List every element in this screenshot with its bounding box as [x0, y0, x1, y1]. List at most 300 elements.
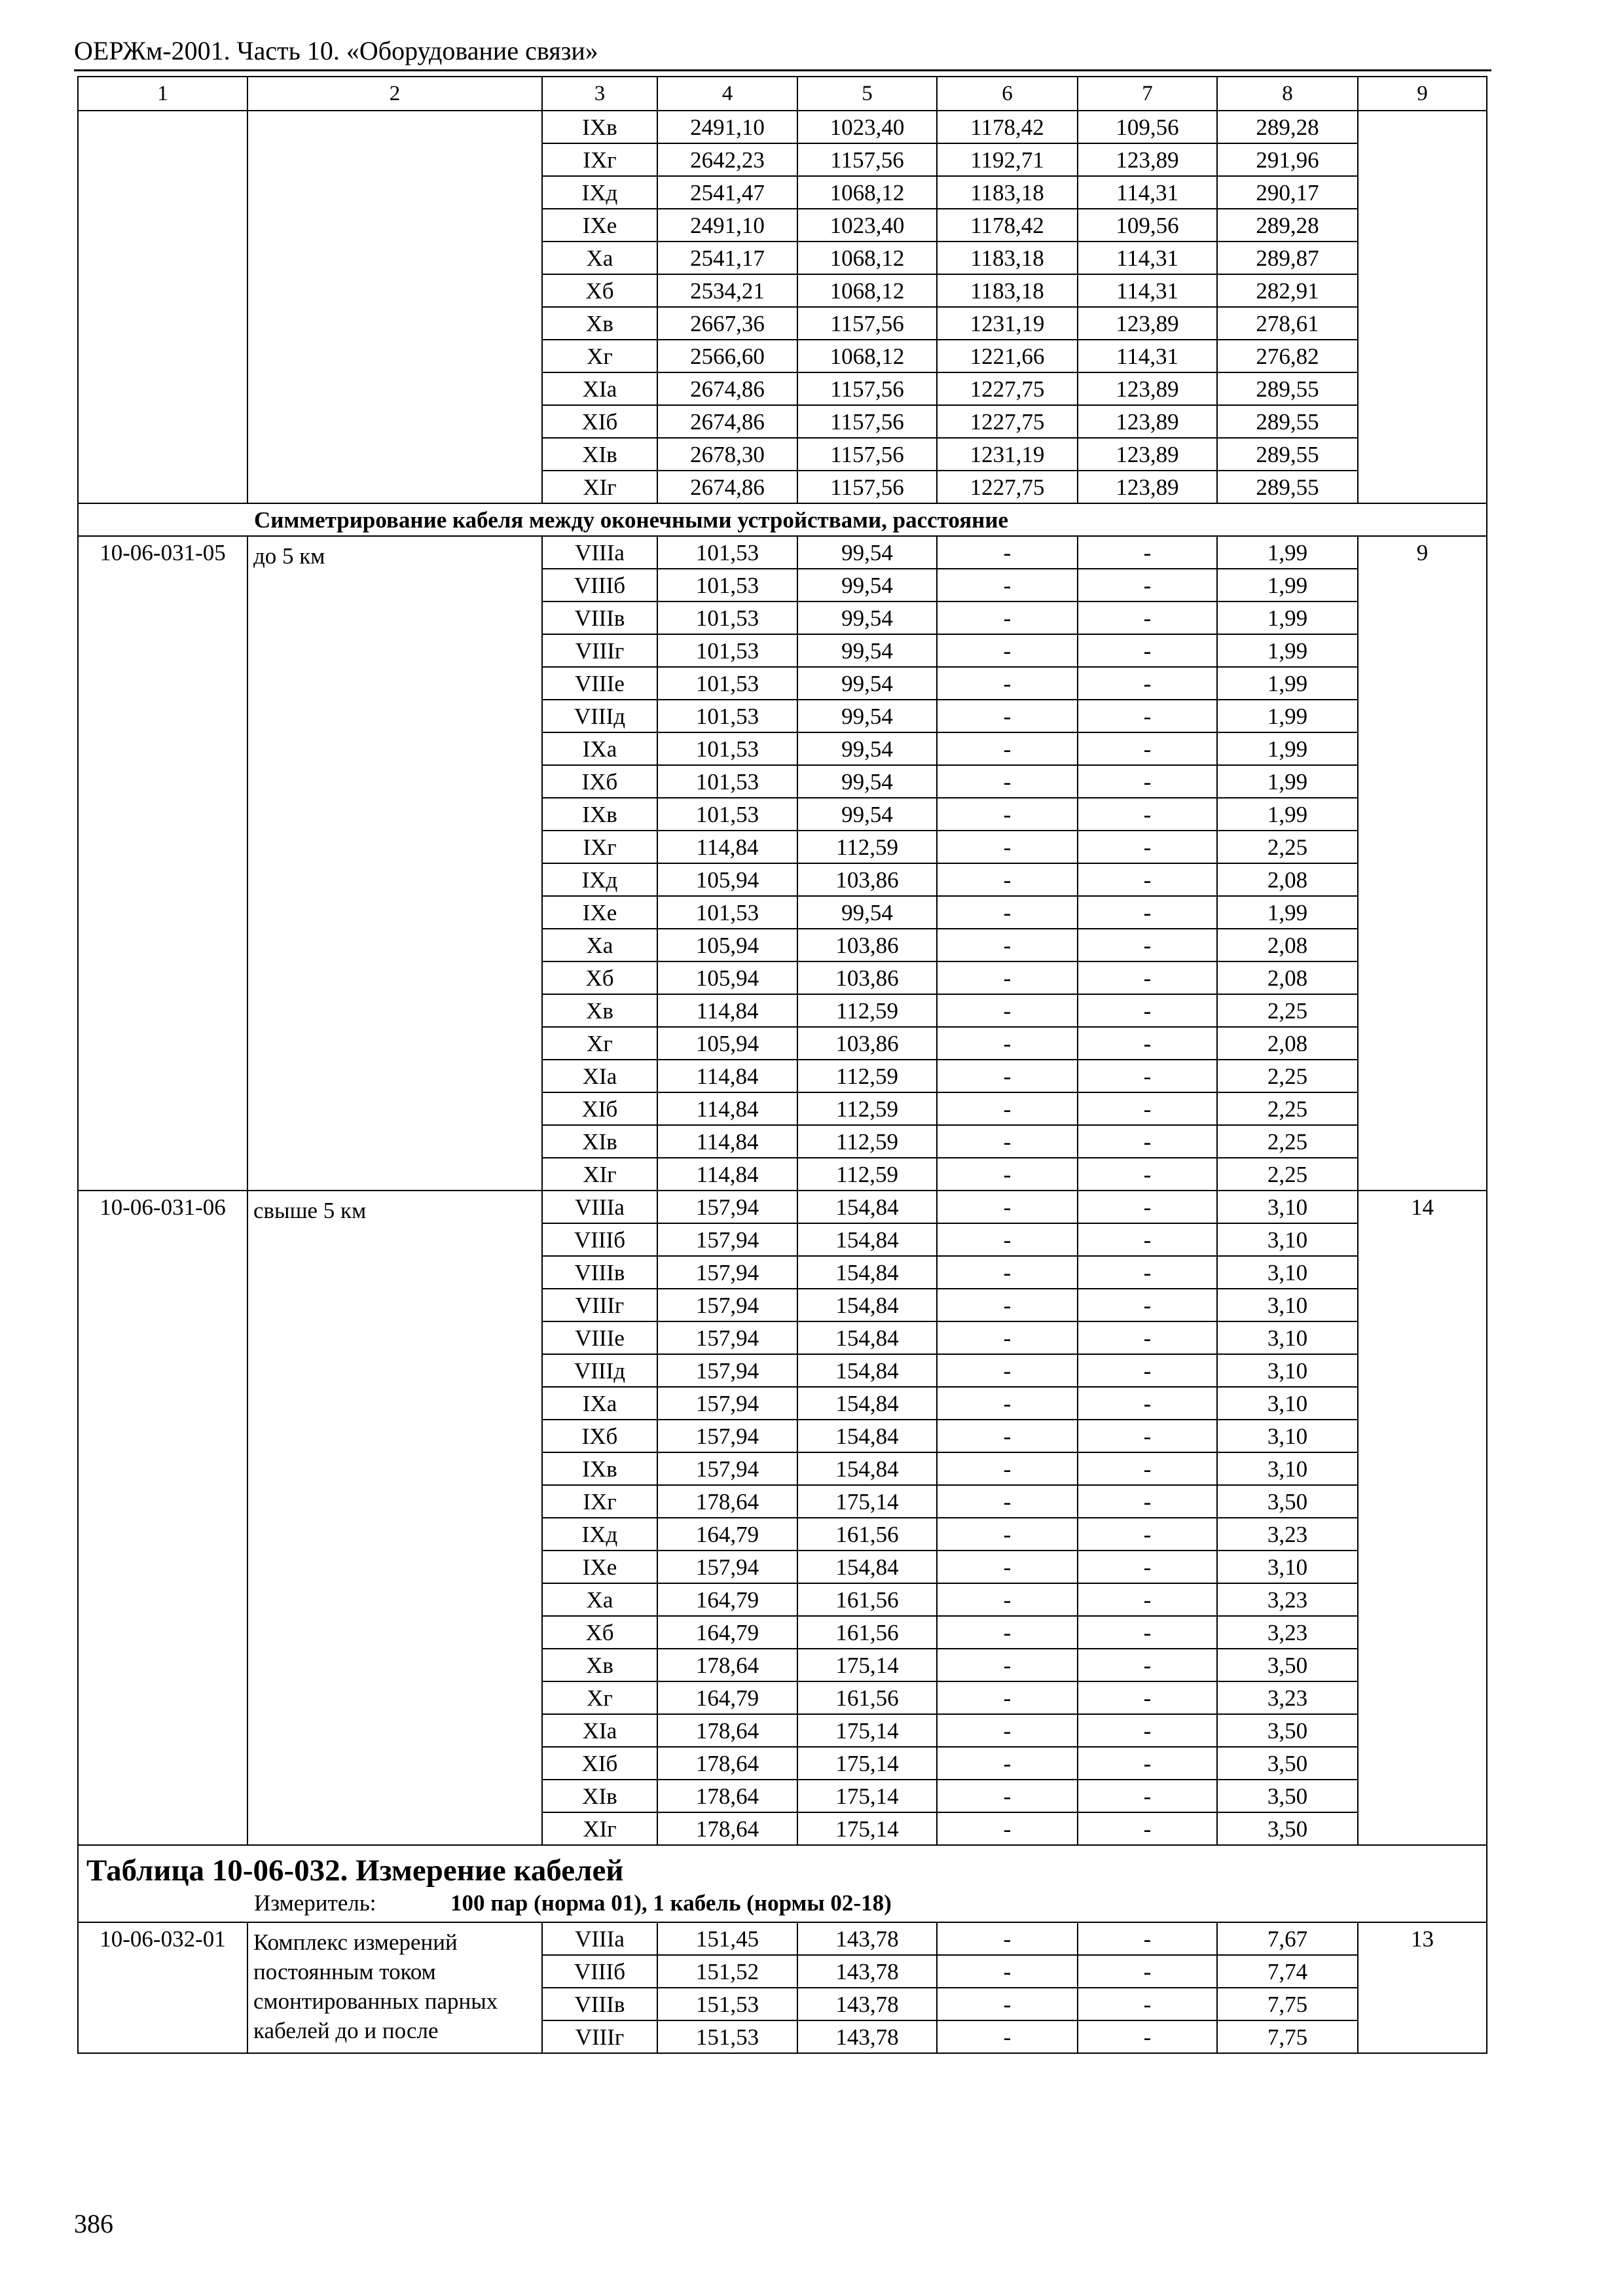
value-cell: - [1078, 1092, 1217, 1125]
value-cell: - [937, 994, 1078, 1027]
value-cell: - [937, 667, 1078, 700]
value-cell: - [1078, 961, 1217, 994]
value-cell: - [937, 1955, 1078, 1988]
value-cell: 2,08 [1217, 1027, 1358, 1060]
value-cell: XIб [542, 1092, 657, 1125]
norm-name: до 5 км [247, 536, 542, 1191]
section-title: Симметрирование кабеля между оконечными устройствами, расстояние [78, 503, 1487, 536]
value-cell: VIIIб [542, 1223, 657, 1256]
value-cell: 2,25 [1217, 1092, 1358, 1125]
value-cell: 1,99 [1217, 569, 1358, 601]
value-cell: 143,78 [797, 1955, 937, 1988]
value-cell: 154,84 [797, 1191, 937, 1223]
value-cell: IXе [542, 896, 657, 929]
norm-name: свыше 5 км [247, 1191, 542, 1845]
value-cell: 154,84 [797, 1223, 937, 1256]
value-cell: 112,59 [797, 1092, 937, 1125]
value-cell: VIIIе [542, 667, 657, 700]
value-cell: - [937, 1223, 1078, 1256]
value-cell: 101,53 [657, 732, 797, 765]
value-cell: 175,14 [797, 1714, 937, 1747]
value-cell: 105,94 [657, 863, 797, 896]
value-cell: - [1078, 1649, 1217, 1681]
value-cell: 1178,42 [937, 111, 1078, 143]
value-cell: - [937, 1452, 1078, 1485]
value-cell: 161,56 [797, 1681, 937, 1714]
value-cell: 101,53 [657, 536, 797, 569]
value-cell: 7,75 [1217, 2020, 1358, 2053]
value-cell: 3,10 [1217, 1420, 1358, 1452]
value-cell: Xв [542, 307, 657, 340]
value-cell: - [937, 1027, 1078, 1060]
value-cell: 154,84 [797, 1452, 937, 1485]
value-cell: - [937, 1387, 1078, 1420]
value-cell: - [1078, 1223, 1217, 1256]
value-cell: 101,53 [657, 667, 797, 700]
value-cell: 99,54 [797, 896, 937, 929]
value-cell: 154,84 [797, 1354, 937, 1387]
value-cell: - [937, 1321, 1078, 1354]
value-cell: - [937, 634, 1078, 667]
value-cell: - [937, 929, 1078, 961]
column-number: 8 [1217, 77, 1358, 111]
value-cell: 282,91 [1217, 274, 1358, 307]
value-cell: - [937, 1922, 1078, 1955]
value-cell: IXа [542, 732, 657, 765]
value-cell: 164,79 [657, 1583, 797, 1616]
value-cell: 7,67 [1217, 1922, 1358, 1955]
value-cell: 123,89 [1078, 307, 1217, 340]
value-cell: 2566,60 [657, 340, 797, 372]
value-cell: - [937, 1551, 1078, 1583]
value-cell: 2674,86 [657, 372, 797, 405]
value-cell: 103,86 [797, 1027, 937, 1060]
value-cell: Xа [542, 1583, 657, 1616]
value-cell: - [1078, 831, 1217, 863]
value-cell: VIIIа [542, 1191, 657, 1223]
value-cell: 99,54 [797, 732, 937, 765]
value-cell: 164,79 [657, 1681, 797, 1714]
value-cell: - [1078, 896, 1217, 929]
value-cell: - [1078, 1452, 1217, 1485]
value-cell: 3,10 [1217, 1256, 1358, 1289]
value-cell: IXв [542, 798, 657, 831]
value-cell: 114,31 [1078, 176, 1217, 209]
value-cell: - [1078, 1551, 1217, 1583]
value-cell: - [1078, 1780, 1217, 1812]
value-cell: 3,50 [1217, 1812, 1358, 1845]
value-cell: - [937, 536, 1078, 569]
value-cell: 1,99 [1217, 536, 1358, 569]
value-cell: 157,94 [657, 1191, 797, 1223]
value-cell: 114,84 [657, 1158, 797, 1191]
value-cell: 1157,56 [797, 438, 937, 471]
value-cell: 289,87 [1217, 242, 1358, 274]
value-cell: 1068,12 [797, 242, 937, 274]
value-cell: 123,89 [1078, 438, 1217, 471]
value-cell: - [937, 798, 1078, 831]
column-number: 4 [657, 77, 797, 111]
value-cell: 175,14 [797, 1649, 937, 1681]
value-cell: - [1078, 1420, 1217, 1452]
value-cell: - [937, 896, 1078, 929]
column-number: 1 [78, 77, 247, 111]
value-cell: - [937, 1092, 1078, 1125]
column-number: 7 [1078, 77, 1217, 111]
value-cell: 3,50 [1217, 1649, 1358, 1681]
value-cell: 3,10 [1217, 1223, 1358, 1256]
value-cell: - [937, 831, 1078, 863]
value-cell: - [937, 1256, 1078, 1289]
value-cell: 175,14 [797, 1485, 937, 1518]
value-cell: 161,56 [797, 1518, 937, 1551]
value-cell: - [1078, 1321, 1217, 1354]
value-cell: - [937, 1747, 1078, 1780]
value-cell: 3,23 [1217, 1583, 1358, 1616]
value-cell: 1231,19 [937, 307, 1078, 340]
value-cell: 289,28 [1217, 111, 1358, 143]
value-cell: Xв [542, 994, 657, 1027]
value-cell: - [1078, 765, 1217, 798]
value-cell: 1068,12 [797, 340, 937, 372]
value-cell: 2491,10 [657, 111, 797, 143]
col9-cell [1358, 111, 1487, 503]
value-cell: 2,25 [1217, 831, 1358, 863]
value-cell: 1,99 [1217, 700, 1358, 732]
value-cell: - [1078, 1354, 1217, 1387]
value-cell: - [937, 1060, 1078, 1092]
value-cell: IXб [542, 765, 657, 798]
value-cell: VIIIв [542, 601, 657, 634]
col9-value: 13 [1358, 1922, 1487, 2053]
value-cell: VIIIа [542, 536, 657, 569]
value-cell: 3,10 [1217, 1289, 1358, 1321]
value-cell: 1,99 [1217, 667, 1358, 700]
value-cell: IXд [542, 863, 657, 896]
value-cell: 143,78 [797, 1988, 937, 2020]
value-cell: - [937, 1812, 1078, 1845]
column-number: 2 [247, 77, 542, 111]
value-cell: VIIIе [542, 1321, 657, 1354]
column-number: 5 [797, 77, 937, 111]
value-cell: - [937, 1125, 1078, 1158]
value-cell: 3,23 [1217, 1681, 1358, 1714]
value-cell: 157,94 [657, 1256, 797, 1289]
value-cell: 1227,75 [937, 405, 1078, 438]
value-cell: 154,84 [797, 1551, 937, 1583]
table-title: Таблица 10-06-032. Измерение кабелей [86, 1854, 624, 1888]
value-cell: 2,08 [1217, 929, 1358, 961]
value-cell: - [1078, 1060, 1217, 1092]
value-cell: 123,89 [1078, 405, 1217, 438]
value-cell: XIв [542, 438, 657, 471]
value-cell: 1023,40 [797, 111, 937, 143]
value-cell: 3,50 [1217, 1714, 1358, 1747]
value-cell: 101,53 [657, 765, 797, 798]
value-cell: 175,14 [797, 1780, 937, 1812]
value-cell: 178,64 [657, 1649, 797, 1681]
value-cell: XIб [542, 405, 657, 438]
value-cell: 1,99 [1217, 601, 1358, 634]
value-cell: IXе [542, 1551, 657, 1583]
table-row [78, 1191, 1487, 1223]
value-cell: - [1078, 1256, 1217, 1289]
value-cell: 2674,86 [657, 405, 797, 438]
value-cell: 2,25 [1217, 1125, 1358, 1158]
value-cell: - [937, 1289, 1078, 1321]
value-cell: - [937, 863, 1078, 896]
value-cell: 276,82 [1217, 340, 1358, 372]
value-cell: 1178,42 [937, 209, 1078, 242]
value-cell: 157,94 [657, 1354, 797, 1387]
value-cell: 114,84 [657, 831, 797, 863]
value-cell: - [1078, 1027, 1217, 1060]
value-cell: 1157,56 [797, 307, 937, 340]
value-cell: 114,84 [657, 1125, 797, 1158]
value-cell: 7,74 [1217, 1955, 1358, 1988]
value-cell: 2,08 [1217, 863, 1358, 896]
value-cell: IXа [542, 1387, 657, 1420]
value-cell: - [937, 2020, 1078, 2053]
header-rule [74, 69, 1491, 71]
value-cell: XIа [542, 1060, 657, 1092]
value-cell: - [1078, 536, 1217, 569]
value-cell: - [1078, 1988, 1217, 2020]
value-cell: - [937, 1518, 1078, 1551]
column-number-row [78, 77, 1487, 111]
value-cell: 1068,12 [797, 176, 937, 209]
value-cell: - [1078, 1387, 1217, 1420]
value-cell: 103,86 [797, 863, 937, 896]
value-cell: 101,53 [657, 896, 797, 929]
value-cell: 289,55 [1217, 405, 1358, 438]
value-cell: XIв [542, 1125, 657, 1158]
value-cell: 101,53 [657, 700, 797, 732]
value-cell: 154,84 [797, 1256, 937, 1289]
value-cell: - [937, 1354, 1078, 1387]
norm-code: 10-06-031-05 [78, 536, 247, 1191]
value-cell: 2541,47 [657, 176, 797, 209]
value-cell: - [1078, 798, 1217, 831]
value-cell: - [937, 1485, 1078, 1518]
value-cell: 161,56 [797, 1583, 937, 1616]
value-cell: - [937, 700, 1078, 732]
value-cell: 7,75 [1217, 1988, 1358, 2020]
value-cell: - [1078, 700, 1217, 732]
value-cell: IXе [542, 209, 657, 242]
value-cell: 99,54 [797, 569, 937, 601]
value-cell: - [1078, 1681, 1217, 1714]
value-cell: 3,50 [1217, 1485, 1358, 1518]
value-cell: 114,31 [1078, 274, 1217, 307]
value-cell: 1183,18 [937, 242, 1078, 274]
value-cell: Xг [542, 1027, 657, 1060]
value-cell: 114,31 [1078, 340, 1217, 372]
value-cell: - [1078, 1922, 1217, 1955]
value-cell: 2,25 [1217, 994, 1358, 1027]
value-cell: XIб [542, 1747, 657, 1780]
value-cell: - [1078, 732, 1217, 765]
value-cell: Xв [542, 1649, 657, 1681]
value-cell: 1068,12 [797, 274, 937, 307]
value-cell: 151,53 [657, 1988, 797, 2020]
value-cell: 1157,56 [797, 471, 937, 503]
value-cell: IXб [542, 1420, 657, 1452]
col9-value: 14 [1358, 1191, 1487, 1845]
value-cell: - [937, 1191, 1078, 1223]
value-cell: 3,10 [1217, 1551, 1358, 1583]
value-cell: 114,31 [1078, 242, 1217, 274]
value-cell: 99,54 [797, 634, 937, 667]
value-cell: 291,96 [1217, 143, 1358, 176]
value-cell: - [937, 601, 1078, 634]
value-cell: 1221,66 [937, 340, 1078, 372]
value-cell: 2674,86 [657, 471, 797, 503]
value-cell: Xа [542, 242, 657, 274]
value-cell: 1157,56 [797, 372, 937, 405]
value-cell: 289,55 [1217, 372, 1358, 405]
column-number: 3 [542, 77, 657, 111]
value-cell: - [1078, 667, 1217, 700]
value-cell: - [1078, 1714, 1217, 1747]
value-cell: VIIIг [542, 634, 657, 667]
value-cell: - [1078, 1191, 1217, 1223]
value-cell: - [1078, 569, 1217, 601]
value-cell: - [937, 1420, 1078, 1452]
value-cell: - [937, 569, 1078, 601]
value-cell: XIг [542, 1158, 657, 1191]
value-cell: 1,99 [1217, 732, 1358, 765]
value-cell: 123,89 [1078, 471, 1217, 503]
value-cell: 164,79 [657, 1518, 797, 1551]
value-cell: 112,59 [797, 1158, 937, 1191]
value-cell: 178,64 [657, 1747, 797, 1780]
value-cell: - [1078, 1125, 1217, 1158]
value-cell: 1157,56 [797, 143, 937, 176]
value-cell: - [1078, 1812, 1217, 1845]
value-cell: 101,53 [657, 798, 797, 831]
value-cell: 101,53 [657, 569, 797, 601]
value-cell: 99,54 [797, 700, 937, 732]
name-cell [247, 111, 542, 503]
meter-text: 100 пар (норма 01), 1 кабель (нормы 02-18) [450, 1890, 892, 1916]
value-cell: 1183,18 [937, 176, 1078, 209]
value-cell: IXд [542, 1518, 657, 1551]
value-cell: 1157,56 [797, 405, 937, 438]
value-cell: 1023,40 [797, 209, 937, 242]
value-cell: 105,94 [657, 1027, 797, 1060]
value-cell: 178,64 [657, 1485, 797, 1518]
page-header: ОЕРЖм-2001. Часть 10. «Оборудование связи» [74, 36, 598, 65]
value-cell: 164,79 [657, 1616, 797, 1649]
table-row [78, 111, 1487, 143]
value-cell: 289,55 [1217, 471, 1358, 503]
value-cell: 1,99 [1217, 634, 1358, 667]
value-cell: 157,94 [657, 1223, 797, 1256]
value-cell: VIIIг [542, 2020, 657, 2053]
value-cell: - [937, 765, 1078, 798]
value-cell: 3,23 [1217, 1518, 1358, 1551]
norm-code: 10-06-032-01 [78, 1922, 247, 2053]
value-cell: 112,59 [797, 994, 937, 1027]
table-title-row [78, 1845, 1487, 1922]
value-cell: 1,99 [1217, 765, 1358, 798]
value-cell: 2534,21 [657, 274, 797, 307]
value-cell: 2,08 [1217, 961, 1358, 994]
value-cell: 1227,75 [937, 471, 1078, 503]
value-cell: 143,78 [797, 2020, 937, 2053]
value-cell: 157,94 [657, 1551, 797, 1583]
value-cell: 3,10 [1217, 1387, 1358, 1420]
value-cell: 154,84 [797, 1289, 937, 1321]
value-cell: VIIIа [542, 1922, 657, 1955]
value-cell: - [1078, 601, 1217, 634]
col9-value: 9 [1358, 536, 1487, 1191]
value-cell: 154,84 [797, 1387, 937, 1420]
value-cell: 154,84 [797, 1420, 937, 1452]
value-cell: - [1078, 1616, 1217, 1649]
value-cell: 112,59 [797, 1060, 937, 1092]
value-cell: 2541,17 [657, 242, 797, 274]
value-cell: 2,25 [1217, 1158, 1358, 1191]
value-cell: 123,89 [1078, 143, 1217, 176]
value-cell: 3,50 [1217, 1747, 1358, 1780]
value-cell: - [937, 732, 1078, 765]
value-cell: 175,14 [797, 1747, 937, 1780]
value-cell: 105,94 [657, 961, 797, 994]
value-cell: 99,54 [797, 536, 937, 569]
value-cell: IXв [542, 111, 657, 143]
value-cell: - [1078, 634, 1217, 667]
value-cell: IXг [542, 1485, 657, 1518]
value-cell: 289,55 [1217, 438, 1358, 471]
value-cell: 1227,75 [937, 372, 1078, 405]
value-cell: IXв [542, 1452, 657, 1485]
value-cell: 3,10 [1217, 1191, 1358, 1223]
value-cell: 2,25 [1217, 1060, 1358, 1092]
value-cell: 2678,30 [657, 438, 797, 471]
value-cell: Xг [542, 340, 657, 372]
value-cell: 99,54 [797, 798, 937, 831]
value-cell: 103,86 [797, 929, 937, 961]
value-cell: XIа [542, 1714, 657, 1747]
value-cell: 3,50 [1217, 1780, 1358, 1812]
value-cell: 178,64 [657, 1812, 797, 1845]
value-cell: 178,64 [657, 1714, 797, 1747]
value-cell: 101,53 [657, 634, 797, 667]
code-cell [78, 111, 247, 503]
page-number: 386 [74, 2209, 113, 2238]
value-cell: - [937, 1988, 1078, 2020]
column-number: 6 [937, 77, 1078, 111]
value-cell: VIIIв [542, 1256, 657, 1289]
value-cell: 154,84 [797, 1321, 937, 1354]
value-cell: IXг [542, 143, 657, 176]
value-cell: 178,64 [657, 1780, 797, 1812]
value-cell: - [1078, 1747, 1217, 1780]
value-cell: - [937, 1158, 1078, 1191]
value-cell: 99,54 [797, 601, 937, 634]
value-cell: 101,53 [657, 601, 797, 634]
value-cell: - [1078, 863, 1217, 896]
value-cell: - [1078, 1289, 1217, 1321]
value-cell: 151,53 [657, 2020, 797, 2053]
value-cell: 109,56 [1078, 111, 1217, 143]
value-cell: VIIIд [542, 1354, 657, 1387]
value-cell: 1,99 [1217, 896, 1358, 929]
value-cell: IXд [542, 176, 657, 209]
value-cell: 151,52 [657, 1955, 797, 1988]
